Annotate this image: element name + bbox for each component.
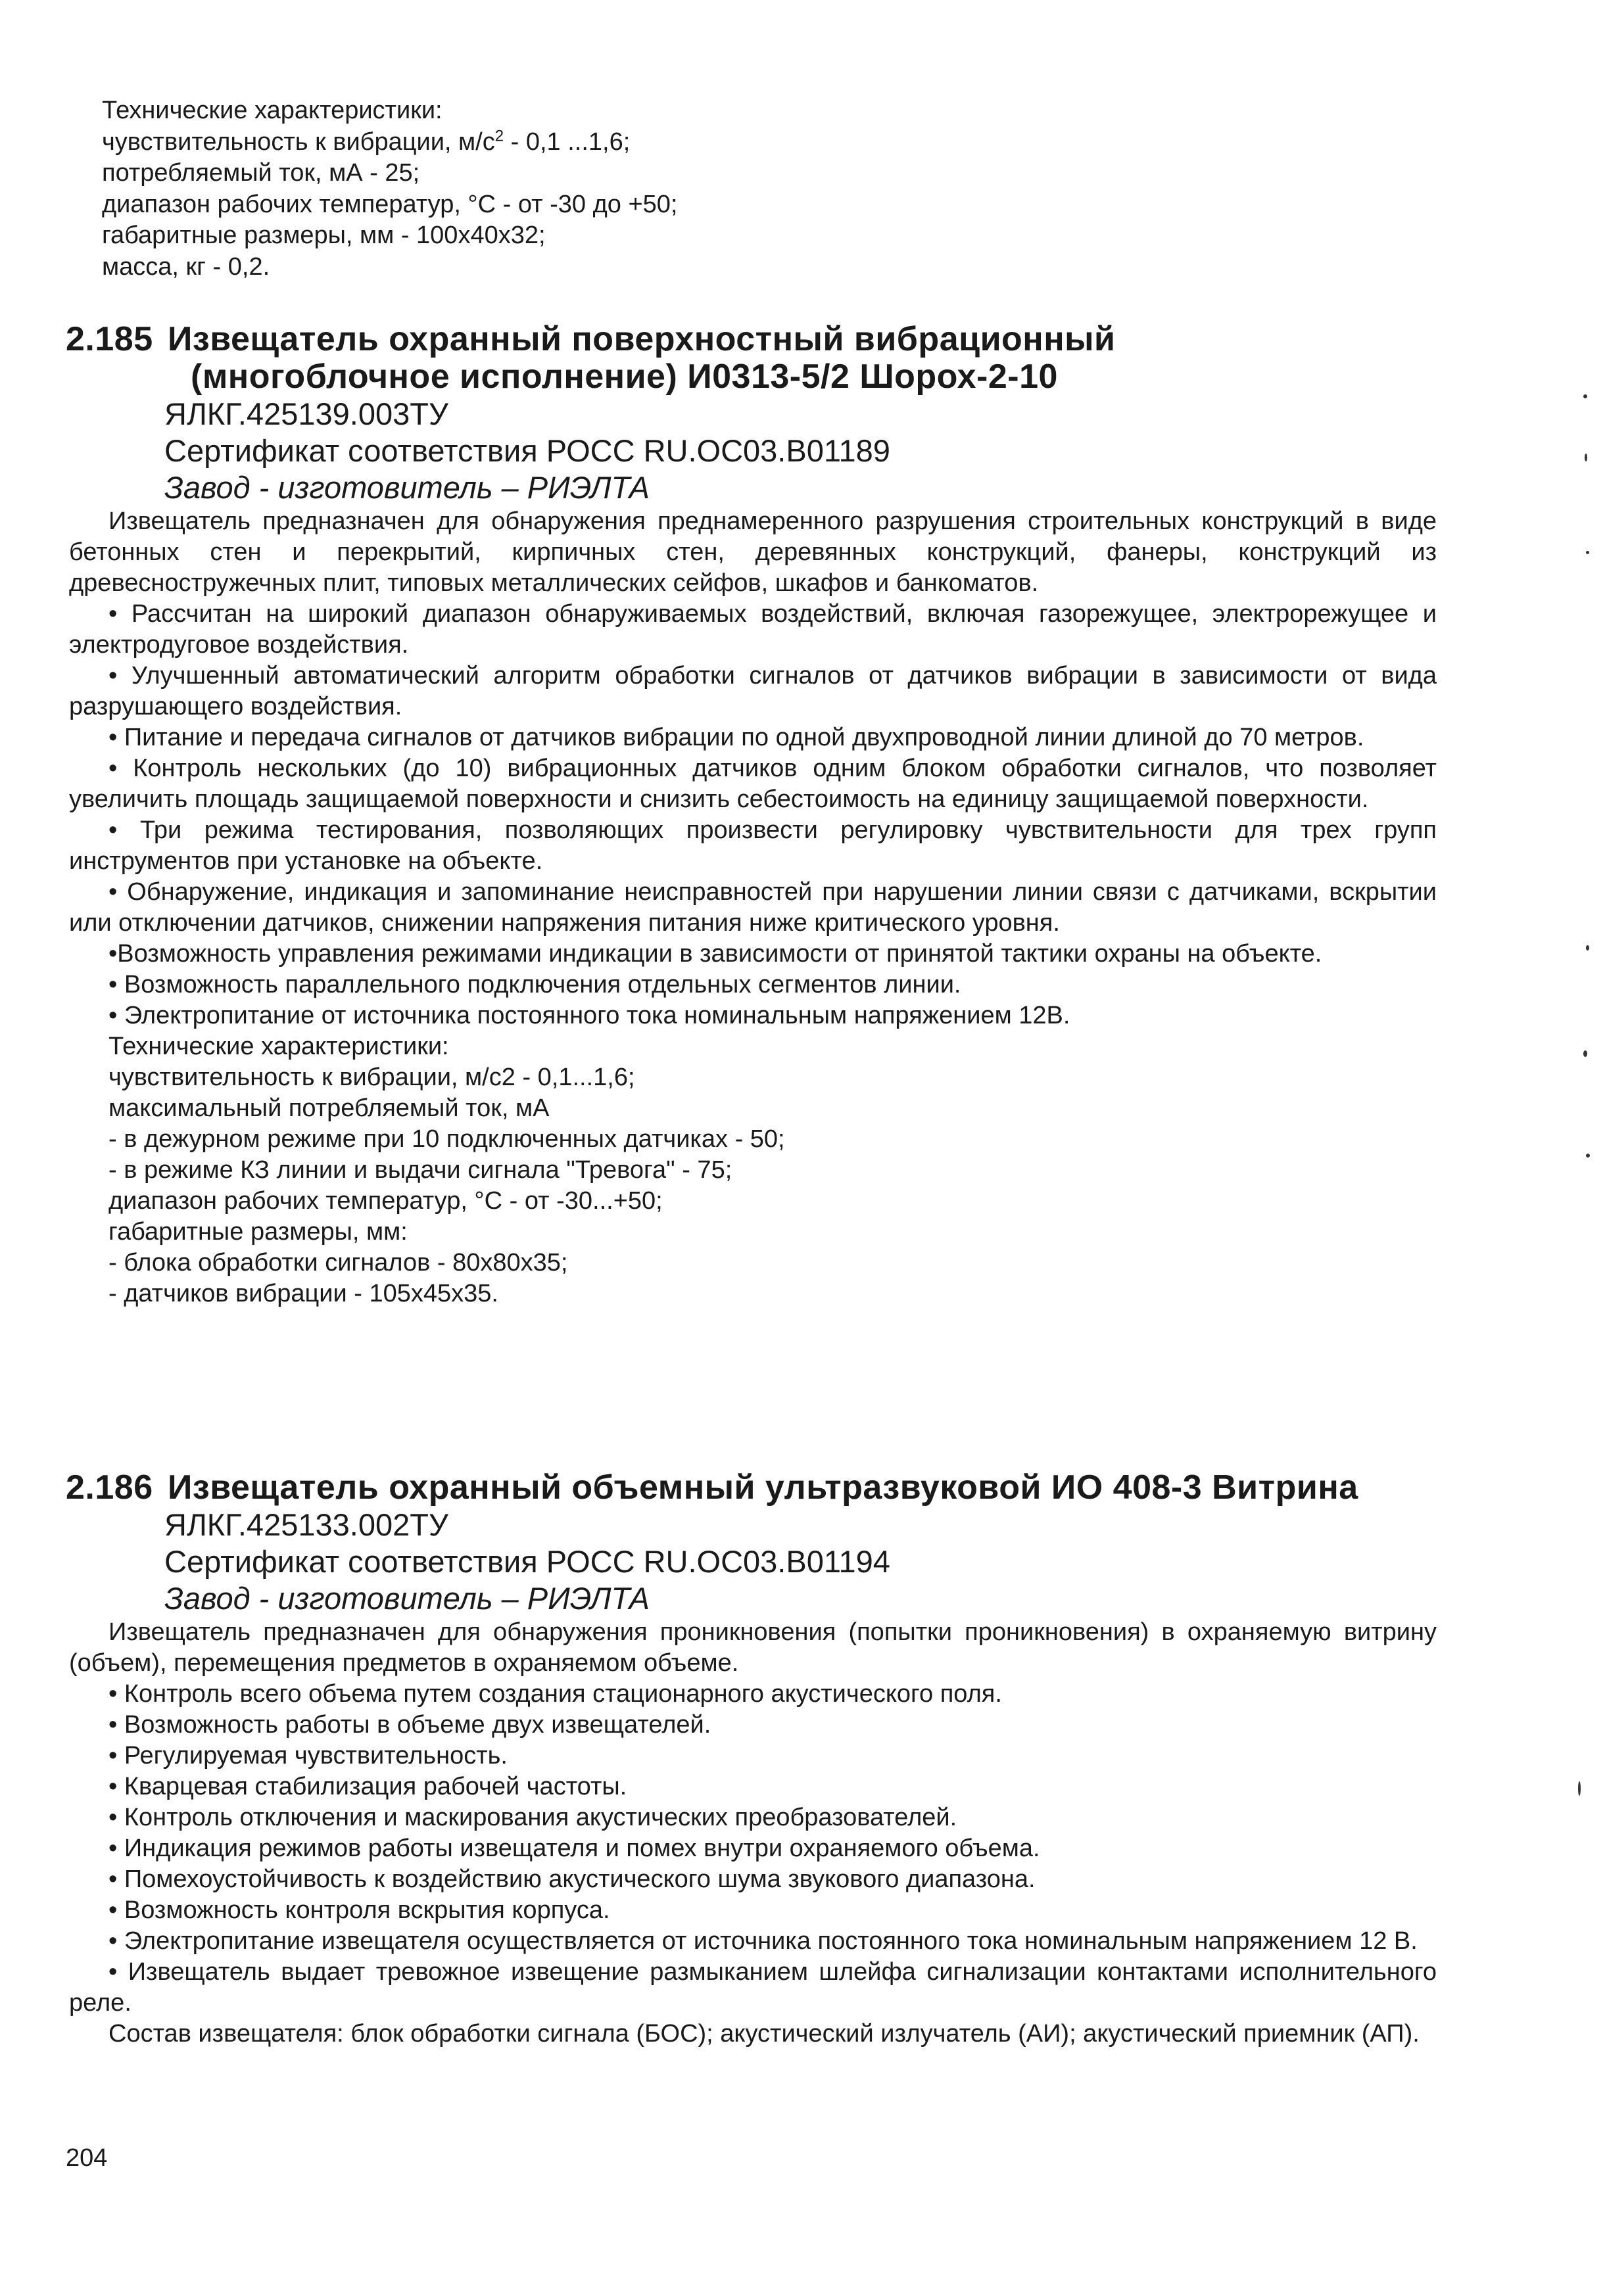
feature-item: • Возможность работы в объеме двух извещателей. (108, 1711, 711, 1739)
intro-specs-heading: Технические характеристики: (102, 97, 443, 124)
section-title (66, 1469, 1437, 1507)
description: Извещатель предназначен для обнаружения проникновения (попытки проникновения) в охраняемую витрину (объем), перемещения предметов в охраняемом объеме. (69, 1618, 1437, 1677)
page-number: 204 (66, 2144, 108, 2172)
intro-spec-line: чувствительность к вибрации, $м/с^2 - 0,1$ ...1,6; (102, 126, 631, 156)
certificate: Сертификат соответствия РОСС RU.OC03.B01194 (164, 1544, 890, 1579)
section-title (66, 321, 1437, 358)
scan-speck (1586, 945, 1589, 950)
intro-spec-line: масса, кг - 0,2. (102, 252, 270, 281)
feature-item: • Рассчитан на широкий диапазон обнаруживаемых воздействий, включая газорежущее, электрорежущее и электродуговое воздействия. (69, 600, 1437, 659)
section-body (69, 506, 1437, 1309)
scan-speck (1585, 454, 1587, 461)
feature-item: • Возможность контроля вскрытия корпуса. (108, 1896, 610, 1924)
scan-speck (1578, 1781, 1581, 1796)
section-title-line1: Извещатель охранный поверхностный вибрационный (168, 320, 1116, 358)
intro-specs (102, 95, 677, 283)
feature-item: • Улучшенный автоматический алгоритм обработки сигналов от датчиков вибрации в зависимости от вида разрушающего воздействия. (69, 662, 1437, 720)
feature-item: • Возможность параллельного подключения отдельных сегментов линии. (108, 971, 961, 998)
tech-specs (69, 1031, 1437, 1309)
feature-item: • Три режима тестирования, позволяющих произвести регулировку чувствительности для трех групп инструментов при установке на объекте. (69, 816, 1437, 875)
alarm-note: • Извещатель выдает тревожное извещение размыканием шлейфа сигнализации контактами исполнительного реле. (69, 1958, 1437, 2017)
manufacturer: Завод - изготовитель – РИЭЛТА (164, 1581, 650, 1616)
tech-line: - в дежурном режиме при 10 подключенных датчиках - 50; (108, 1125, 785, 1153)
feature-item: • Регулируемая чувствительность. (108, 1742, 508, 1769)
feature-list (69, 1679, 1437, 1926)
tech-line: - блока обработки сигналов - 80x80x35; (108, 1249, 568, 1277)
scan-speck (1586, 551, 1589, 554)
scan-speck (1586, 1154, 1590, 1158)
spec-code: ЯЛКГ.425139.003ТУ (164, 396, 448, 431)
intro-spec-line: потребляемый ток, мА - 25; (102, 159, 420, 187)
intro-spec-line: диапазон рабочих температур, °С - от -30 до +50; (102, 190, 678, 218)
section-title-line1: Извещатель охранный объемный ультразвуковой ИО 408-3 Витрина (168, 1468, 1358, 1507)
tech-heading: Технические характеристики: (108, 1033, 449, 1060)
power-note: • Электропитание извещателя осуществляется от источника постоянного тока номинальным напряжением 12 В. (108, 1927, 1418, 1955)
section-number: 2.185 (66, 320, 153, 358)
feature-item: • Обнаружение, индикация и запоминание неисправностей при нарушении линии связи с датчиками, вскрытии или отключении датчиков, снижении напряжения питания ниже критического уровня. (69, 878, 1437, 937)
section-body (69, 1617, 1437, 2050)
section-2-186 (66, 1469, 1437, 2050)
feature-item: • Контроль нескольких (до 10) вибрационных датчиков одним блоком обработки сигналов, что позволяет увеличить площадь защищаемой поверхности и снизить себестоимость на единицу защищаемой поверхности. (69, 755, 1437, 813)
feature-item: • Контроль отключения и маскирования акустических преобразователей. (108, 1804, 957, 1831)
feature-item: • Индикация режимов работы извещателя и помех внутри охраняемого объема. (108, 1835, 1040, 1862)
composition: Состав извещателя: блок обработки сигнала (БОС); акустический излучатель (АИ); акустический приемник (АП). (108, 2020, 1420, 2048)
scan-speck (1583, 1050, 1587, 1057)
spec-code: ЯЛКГ.425133.002ТУ (164, 1507, 448, 1542)
feature-item: •Возможность управления режимами индикации в зависимости от принятой тактики охраны на объекте. (108, 940, 1322, 968)
section-title-line2: (многоблочное исполнение) И0313-5/2 Шорох-2-10 (191, 358, 1058, 396)
manufacturer: Завод - изготовитель – РИЭЛТА (164, 470, 650, 505)
feature-item: • Кварцевая стабилизация рабочей частоты. (108, 1773, 627, 1800)
section-2-185 (66, 321, 1437, 1309)
feature-item: • Электропитание от источника постоянного тока номинальным напряжением 12В. (108, 1002, 1070, 1029)
tech-line: - в режиме КЗ линии и выдачи сигнала "Тревога" - 75; (108, 1156, 732, 1184)
scan-speck (1583, 394, 1587, 398)
tech-line: максимальный потребляемый ток, мА (108, 1094, 550, 1122)
description: Извещатель предназначен для обнаружения преднамеренного разрушения строительных конструкций в виде бетонных стен и перекрытий, кирпичных стен, деревянных конструкций, фанеры, конструкций из древесностружечных плит, типовых металлических сейфов, шкафов и банкоматов. (69, 507, 1437, 597)
tech-line: габаритные размеры, мм: (108, 1218, 408, 1246)
section-number: 2.186 (66, 1468, 153, 1507)
tech-line: диапазон рабочих температур, °С - от -30...+50; (108, 1187, 663, 1215)
certificate: Сертификат соответствия РОСС RU.OC03.B01189 (164, 433, 890, 468)
intro-spec-line: габаритные размеры, мм - 100x40x32; (102, 222, 546, 249)
feature-item: • Питание и передача сигналов от датчиков вибрации по одной двухпроводной линии длиной до 70 метров. (108, 724, 1364, 751)
tech-line: чувствительность к вибрации, м/с2 - 0,1...1,6; (108, 1064, 635, 1091)
feature-item: • Контроль всего объема путем создания стационарного акустического поля. (108, 1680, 1002, 1708)
tech-line: - датчиков вибрации - 105x45x35. (108, 1280, 498, 1307)
feature-item: • Помехоустойчивость к воздействию акустического шума звукового диапазона. (108, 1865, 1036, 1893)
